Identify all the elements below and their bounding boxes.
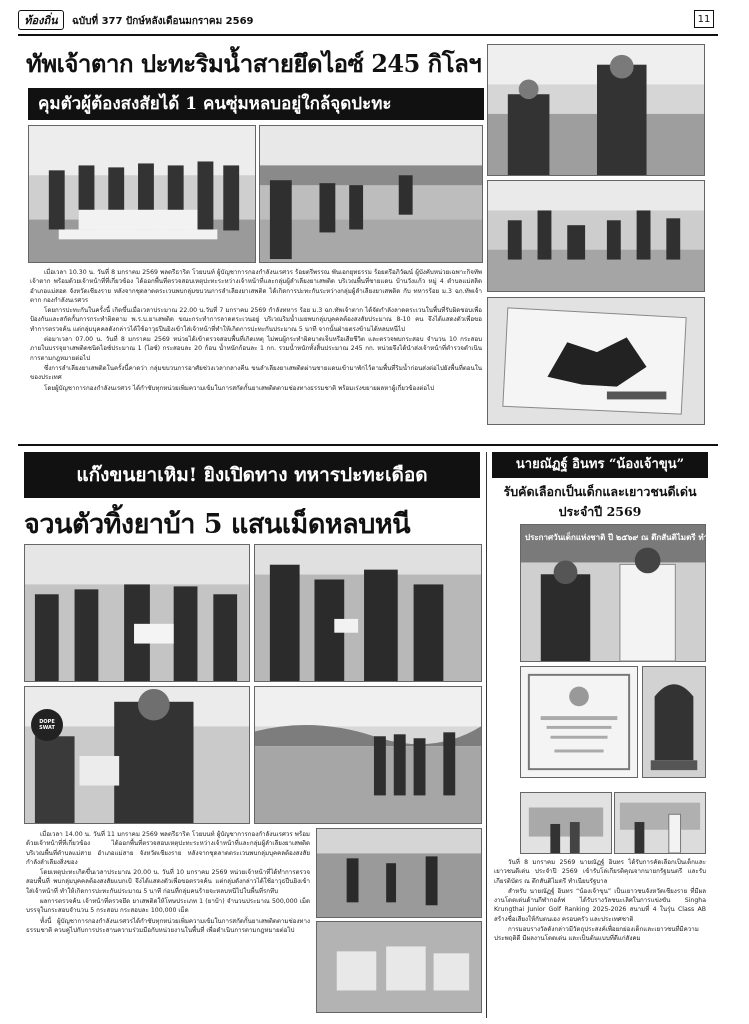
- photo-soldiers-with-packages: [254, 544, 482, 682]
- photo-government-house: [520, 792, 612, 854]
- story1-paragraph: ต่อมาเวลา 07.00 น. วันที่ 8 มกราคม 2569 หน่วยได้เข้าตรวจสอบพื้นที่เกิดเหตุ ไม่พบผู้กระทำผิดบาดเจ็บหรือเสียชีวิต และตรวจพบกระสอบ จำนวน 10 กระสอบ ภายในบรรจุยาเสพติดชนิดไอซ์ประมาณ 1 (ไอซ์) กระสอบละ 20 ก้อน น้ำหนักก้อนละ 1 กก. รวมน้ำหนักทั้งสิ้นประมาณ 245 กก. หน่วยจึงได้นำส่งเจ้าหน้าที่ตำรวจดำเนินการตามกฎหมายต่อไป: [30, 336, 482, 362]
- photo-commander-portrait: [487, 44, 705, 176]
- story2-paragraph: โดยเหตุปะทะเกิดขึ้นเวลาประมาณ 20.00 น. วันที่ 10 มกราคม 2569 หน่วยเจ้าหน้าที่ได้ทำการตรวจสอบพื้นที่ พบกลุ่มบุคคลต้องสงสัยแบกเป้ จึงได้แสดงตัวเพื่อขอตรวจค้น แต่กลุ่มดังกล่าวได้ใช้อาวุธปืนยิงเข้าใส่เจ้าหน้าที่ ทำให้เกิดการปะทะกันประมาณ 5 นาที ก่อนที่กลุ่มคนร้ายจะหลบหนีไปในพื้นที่รกทึบ: [26, 869, 310, 895]
- masthead: [18, 6, 718, 34]
- photo-troops-jungle: [24, 544, 250, 682]
- story2-headline-top: แก๊งขนยาเหิม! ยิงเปิดทาง ทหารปะทะเดือด: [24, 452, 480, 498]
- story3-paragraph: วันที่ 8 มกราคม 2569 นายณัฏฐ์ อินทร ได้รับการคัดเลือกเป็นเด็กและเยาวชนดีเด่น ประจำปี 2569 เข้ารับโล่เกียรติคุณจากนายกรัฐมนตรี และรับเกียรติบัตร ณ ตึกสันติไมตรี ทำเนียบรัฐบาล: [494, 859, 706, 885]
- photo-officers-with-seized-drugs: [28, 125, 256, 263]
- photo-search-riverbank: [259, 125, 483, 263]
- story1-paragraph: เมื่อเวลา 10.30 น. วันที่ 8 มกราคม 2569 พลตรีธาริต โวยบนท์ ผู้บัญชาการกองกำลังนเรศวร ร้อยตรีพรรณ พันเอกยุทธรรม ร้อยตรีอภิวัฒน์ ผู้บังคับหน่วยเฉพาะกิจทัพเจ้าตาก พร้อมด้วยเจ้าหน้าที่ที่เกี่ยวข้อง ได้ออกพื้นที่ตรวจสอบเหตุปะทะระหว่างเจ้าหน้าที่และกลุ่มผู้ลำเลียงยาเสพติด บริเวณพื้นที่ชายแดน บ้านวังแก้ว หมู่ 4 ตำบลแม่สลิด อำเภอแม่สอด จังหวัดเชียงราย หลังจากชุดลาดตระเวนพบกลุ่มขบวนการลำเลียงยาเสพติด ได้เกิดการปะทะกันระหว่างกลุ่มผู้ลำเลียงยาเสพติด กับ ทหารร้อย ม.3 ฉก.ทัพเจ้าตาก กองกำลังนเรศวร: [30, 269, 482, 304]
- photo-river-patrol: [254, 686, 482, 824]
- story1-body: [30, 268, 482, 394]
- photo-family-at-event: [614, 792, 706, 854]
- dope-swat-badge: DOPE SWAT: [31, 709, 63, 741]
- story2-headline-bottom: จวนตัวทิ้งยาบ้า 5 แสนเม็ดหลบหนี: [24, 509, 411, 540]
- photo-trophy-plaque: [642, 666, 706, 778]
- story3-name-line: นายณัฏฐ์ อินทร “น้องเจ้าขุน”: [492, 452, 708, 478]
- section-divider: [18, 444, 718, 446]
- story3-body: [494, 858, 706, 945]
- story1-headline: ทัพเจ้าตาก ปะทะริมน้ำสายยึดไอซ์ 245 กิโลฯ: [26, 49, 482, 78]
- story3-award-line1: รับคัดเลือกเป็นเด็กและเยาวชนดีเด่น: [503, 484, 697, 499]
- photo-drug-package: [487, 297, 705, 425]
- newspaper-logo: ท้องถิ่น: [18, 10, 64, 30]
- photo-jungle-search: [316, 828, 482, 918]
- story3-paragraph: สำหรับ นายณัฏฐ์ อินทร “น้องเจ้าขุน” เป็นเยาวชนจังหวัดเชียงราย ที่มีผลงานโดดเด่นด้านกีฬากอล์ฟ ได้รับรางวัลชนะเลิศในการแข่งขัน Singha Krungthai Junior Golf Ranking 2025-2026 สนามที่ 4 ในรุ่น Class AB สร้างชื่อเสียงให้กับตนเอง ครอบครัว และประเทศชาติ: [494, 887, 706, 923]
- photo-certificate: [520, 666, 638, 778]
- column-divider: [486, 452, 487, 1018]
- story2-paragraph: เมื่อเวลา 14.00 น. วันที่ 11 มกราคม 2569 พลตรีธาริต โวยบนท์ ผู้บัญชาการกองกำลังนเรศวร พร้อมด้วยเจ้าหน้าที่ที่เกี่ยวข้อง ได้ออกพื้นที่ตรวจสอบเหตุปะทะระหว่างเจ้าหน้าที่และกลุ่มผู้ลำเลียงยาเสพติด บริเวณพื้นที่ตำบลแม่สาย อำเภอแม่สาย จังหวัดเชียงราย หลังจากชุดลาดตระเวนพบกลุ่มบุคคลต้องสงสัยกำลังลำเลียงสิ่งของ: [26, 831, 310, 866]
- photo-seized-sacks: [316, 921, 482, 1013]
- story2-paragraph: ทั้งนี้ ผู้บัญชาการกองกำลังนเรศวรได้กำชับทุกหน่วยเพิ่มความเข้มในการสกัดกั้นยาเสพติดตามช่องทางธรรมชาติ ควบคู่ไปกับการประสานความร่วมมือกับหน่วยงานในพื้นที่ เพื่อดำเนินการตามกฎหมายต่อไป: [26, 917, 310, 934]
- ceremony-banner-text: ประกาศวันเด็กแห่งชาติ ปี ๒๕๖๙ ณ ตึกสันติไมตรี ทำเนียบรัฐบาล: [525, 533, 749, 542]
- story1-paragraph: โดยผู้บัญชาการกองกำลังนเรศวร ได้กำชับทุกหน่วยเพิ่มความเข้มในการสกัดกั้นยาเสพติดตามช่องทางธรรมชาติ พร้อมเร่งขยายผลหาผู้เกี่ยวข้องต่อไป: [44, 384, 435, 392]
- photo-field-inspection: [487, 180, 705, 292]
- story1-subhead: คุมตัวผู้ต้องสงสัยได้ 1 คนซุ่มหลบอยู่ใกล้จุดปะทะ: [28, 88, 484, 120]
- page-number: 11: [694, 10, 714, 28]
- story3-award-line2: ประจำปี 2569: [558, 504, 642, 519]
- story1-paragraph: โดยการปะทะกันในครั้งนี้ เกิดขึ้นเมื่อเวลาประมาณ 22.00 น.วันที่ 7 มกราคม 2569 กำลังทหาร ร้อย ม.3 ฉก.ทัพเจ้าตาก ได้จัดกำลังลาดตระเวนในพื้นที่รับผิดชอบเพื่อป้องกันและสกัดกั้นการกระทำผิดตาม พ.ร.บ.ยาเสพติด ขณะกระทำการลาดตระเวนอยู่ บริเวณริมน้ำเมยพบกลุ่มบุคคลต้องสงสัยประมาณ 8-10 คน จึงได้แสดงตัวเพื่อขอทำการตรวจค้น แต่กลุ่มบุคคลดังกล่าวได้ใช้อาวุธปืนยิงเข้าใส่เจ้าหน้าที่ทำให้เกิดการปะทะกันประมาณ 5 นาที จากนั้นฝ่ายตรงข้ามได้หลบหนีไป: [30, 307, 482, 333]
- story2-paragraph: ผลการตรวจค้น เจ้าหน้าที่ตรวจยึด ยาเสพติดให้โทษประเภท 1 (ยาบ้า) จำนวนประมาณ 500,000 เม็ด บรรจุในกระสอบจำนวน 5 กระสอบ กระสอบละ 100,000 เม็ด: [26, 898, 310, 915]
- story3-paragraph: การมอบรางวัลดังกล่าวมีวัตถุประสงค์เพื่อยกย่องเด็กและเยาวชนที่มีความประพฤติดี มีผลงานโดดเด่น และเป็นต้นแบบที่ดีแก่สังคม: [494, 926, 699, 943]
- story1-paragraph: ซึ่งการลำเลียงยาเสพติดในครั้งนี้คาดว่า กลุ่มขบวนการอาศัยช่วงเวลากลางคืน ขนลำเลียงยาเสพติดผ่านชายแดนเข้ามาพักไว้ตามพื้นที่ริมน้ำก่อนส่งต่อไปยังพื้นที่ตอนในของประเทศ: [30, 364, 482, 382]
- story2-body: [26, 830, 310, 936]
- photo-award-ceremony: [520, 524, 749, 662]
- photo-officer-holding-pill: [24, 686, 250, 824]
- issue-line: ฉบับที่ 377 ปักษ์หลังเดือนมกราคม 2569: [72, 16, 254, 27]
- header-rule: [18, 34, 718, 36]
